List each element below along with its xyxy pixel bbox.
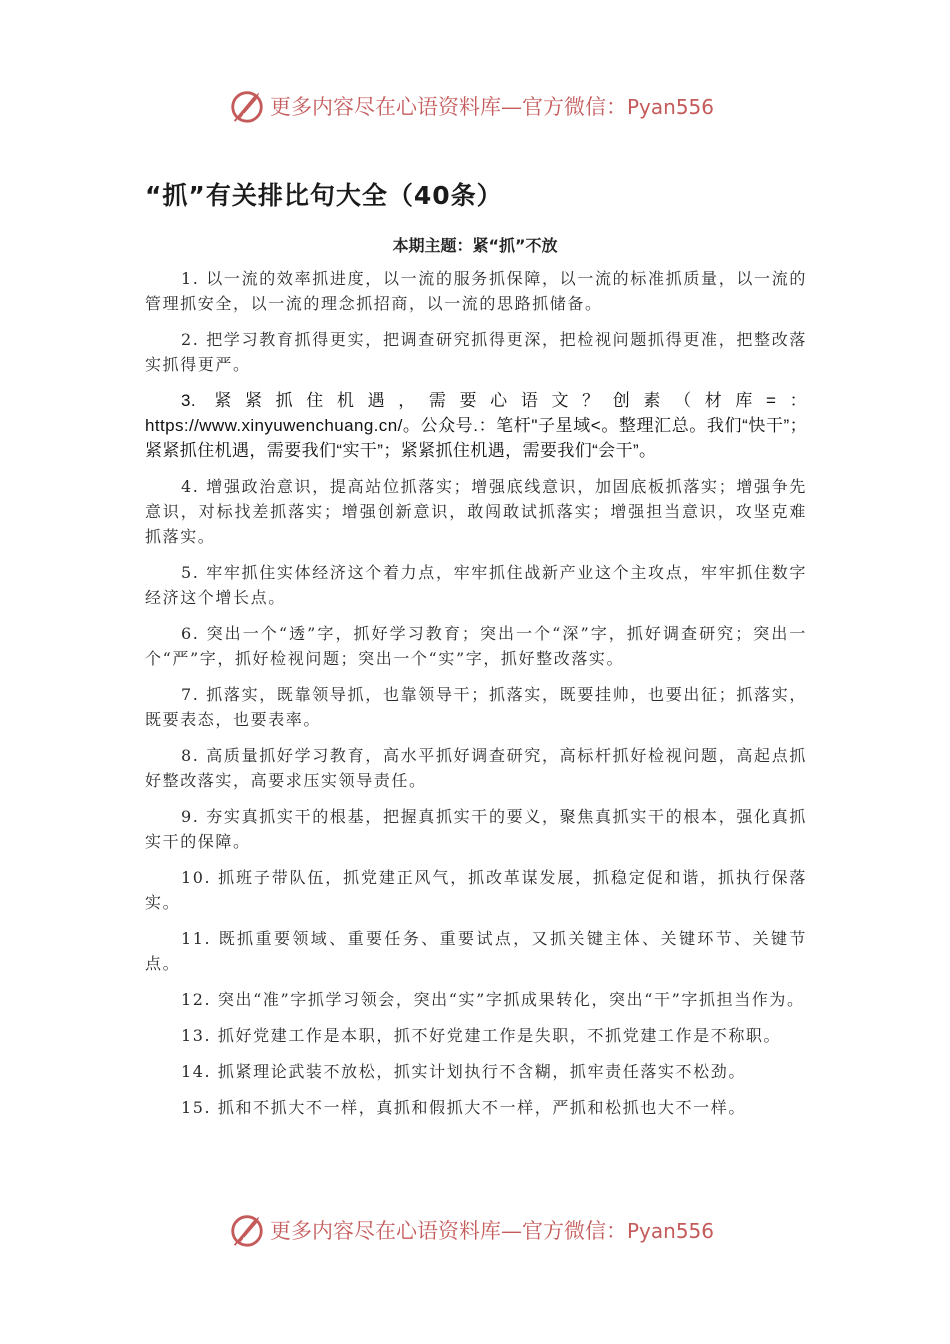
- list-item: 12. 突出“准”字抓学习领会，突出“实”字抓成果转化，突出“干”字抓担当作为。: [181, 990, 805, 1009]
- list-item: 9. 夯实真抓实干的根基，把握真抓实干的要义，聚焦真抓实干的根本，强化真抓实干的保障。: [145, 807, 807, 851]
- list-item: 8. 高质量抓好学习教育，高水平抓好调查研究，高标杆抓好检视问题，高起点抓好整改落实，高要求压实领导责任。: [145, 746, 807, 790]
- list-item: 6. 突出一个“透”字，抓好学习教育；突出一个“深”字，抓好调查研究；突出一个“严”字，抓好检视问题；突出一个“实”字，抓好整改落实。: [145, 624, 807, 668]
- list-item: 13. 抓好党建工作是本职，抓不好党建工作是失职，不抓党建工作是不称职。: [181, 1026, 782, 1045]
- pen-logo-icon: [228, 1211, 266, 1249]
- list-item: 2. 把学习教育抓得更实，把调查研究抓得更深，把检视问题抓得更准，把整改落实抓得更严。: [145, 330, 807, 374]
- watermark-text: 更多内容尽在心语资料库—官方微信：Pyan556: [270, 1219, 715, 1243]
- list-item: 10. 抓班子带队伍，抓党建正风气，抓改革谋发展，抓稳定促和谐，抓执行保落实。: [145, 868, 807, 912]
- document-subtitle: 本期主题：紧“抓”不放: [392, 236, 558, 255]
- document-title: “抓”有关排比句大全（40条）: [145, 181, 503, 210]
- watermark-handle: Pyan556: [627, 1219, 715, 1243]
- list-item: 7. 抓落实，既靠领导抓，也靠领导干；抓落实，既要挂帅，也要出征；抓落实，既要表态，也要表率。: [145, 685, 807, 729]
- pen-logo-icon: [228, 87, 266, 125]
- header-watermark: [228, 86, 714, 126]
- list-item: 15. 抓和不抓大不一样，真抓和假抓大不一样，严抓和松抓也大不一样。: [181, 1098, 746, 1117]
- list-item: 3. 紧紧抓住机遇，需要心语文？创素（材库=：https://www.xinyuwenchuang.cn/。公众号.：笔杆"子星域<。整理汇总。我们“快干”；紧紧抓住机遇，需要我们“实干”；紧紧抓住机遇，需要我们“会干”。: [145, 391, 807, 460]
- sentence-list: [145, 266, 807, 1131]
- watermark-text: 更多内容尽在心语资料库—官方微信：Pyan556: [270, 95, 715, 119]
- list-item: 1. 以一流的效率抓进度，以一流的服务抓保障，以一流的标准抓质量，以一流的管理抓安全，以一流的理念抓招商，以一流的思路抓储备。: [145, 269, 807, 313]
- list-item: 4. 增强政治意识，提高站位抓落实；增强底线意识，加固底板抓落实；增强争先意识，对标找差抓落实；增强创新意识，敢闯敢试抓落实；增强担当意识，攻坚克难抓落实。: [145, 477, 807, 546]
- list-item: 5. 牢牢抓住实体经济这个着力点，牢牢抓住战新产业这个主攻点，牢牢抓住数字经济这个增长点。: [145, 563, 807, 607]
- footer-watermark: [228, 1210, 714, 1250]
- list-item: 14. 抓紧理论武装不放松，抓实计划执行不含糊，抓牢责任落实不松劲。: [181, 1062, 746, 1081]
- watermark-handle: Pyan556: [627, 95, 715, 119]
- list-item: 11. 既抓重要领域、重要任务、重要试点，又抓关键主体、关键环节、关键节点。: [145, 929, 807, 973]
